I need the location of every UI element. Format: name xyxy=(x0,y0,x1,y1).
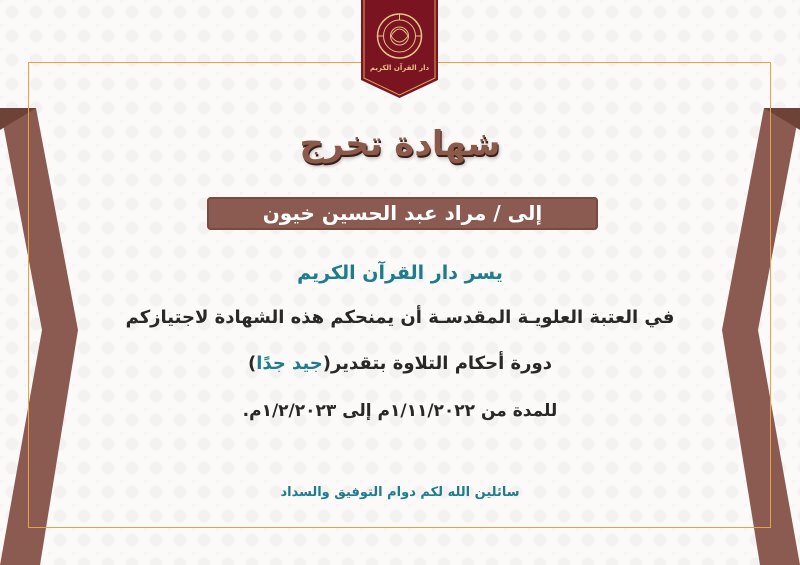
emblem-banner xyxy=(361,0,438,98)
course-line xyxy=(80,349,720,379)
holy-shrine-emblem-icon xyxy=(361,0,438,98)
recipient-line xyxy=(207,197,598,230)
closing-line: سائلين الله لكم دوام التوفيق والسداد xyxy=(280,485,520,500)
period-line: للمدة من ١/١١/٢٠٢٢م إلى ١/٢/٢٠٢٣م. xyxy=(242,401,558,421)
institution-line: يسر دار القرآن الكريم xyxy=(297,262,503,284)
recipient-prefix: إلى / xyxy=(493,201,543,225)
grade-text: جيد جدًا xyxy=(256,353,323,374)
recipient-name: مراد عبد الحسين خيون xyxy=(262,201,487,225)
course-text: دورة أحكام التلاوة بتقدير( xyxy=(322,353,552,374)
course-suffix: ) xyxy=(248,353,257,374)
certificate-title: شهادة تخرج xyxy=(299,124,501,164)
emblem-caption: دار القرآن الكريم xyxy=(369,64,430,72)
award-line: في العتبة العلويـة المقدسـة أن يمنحكم هذه الشهادة لاجتيازكم xyxy=(125,307,675,328)
